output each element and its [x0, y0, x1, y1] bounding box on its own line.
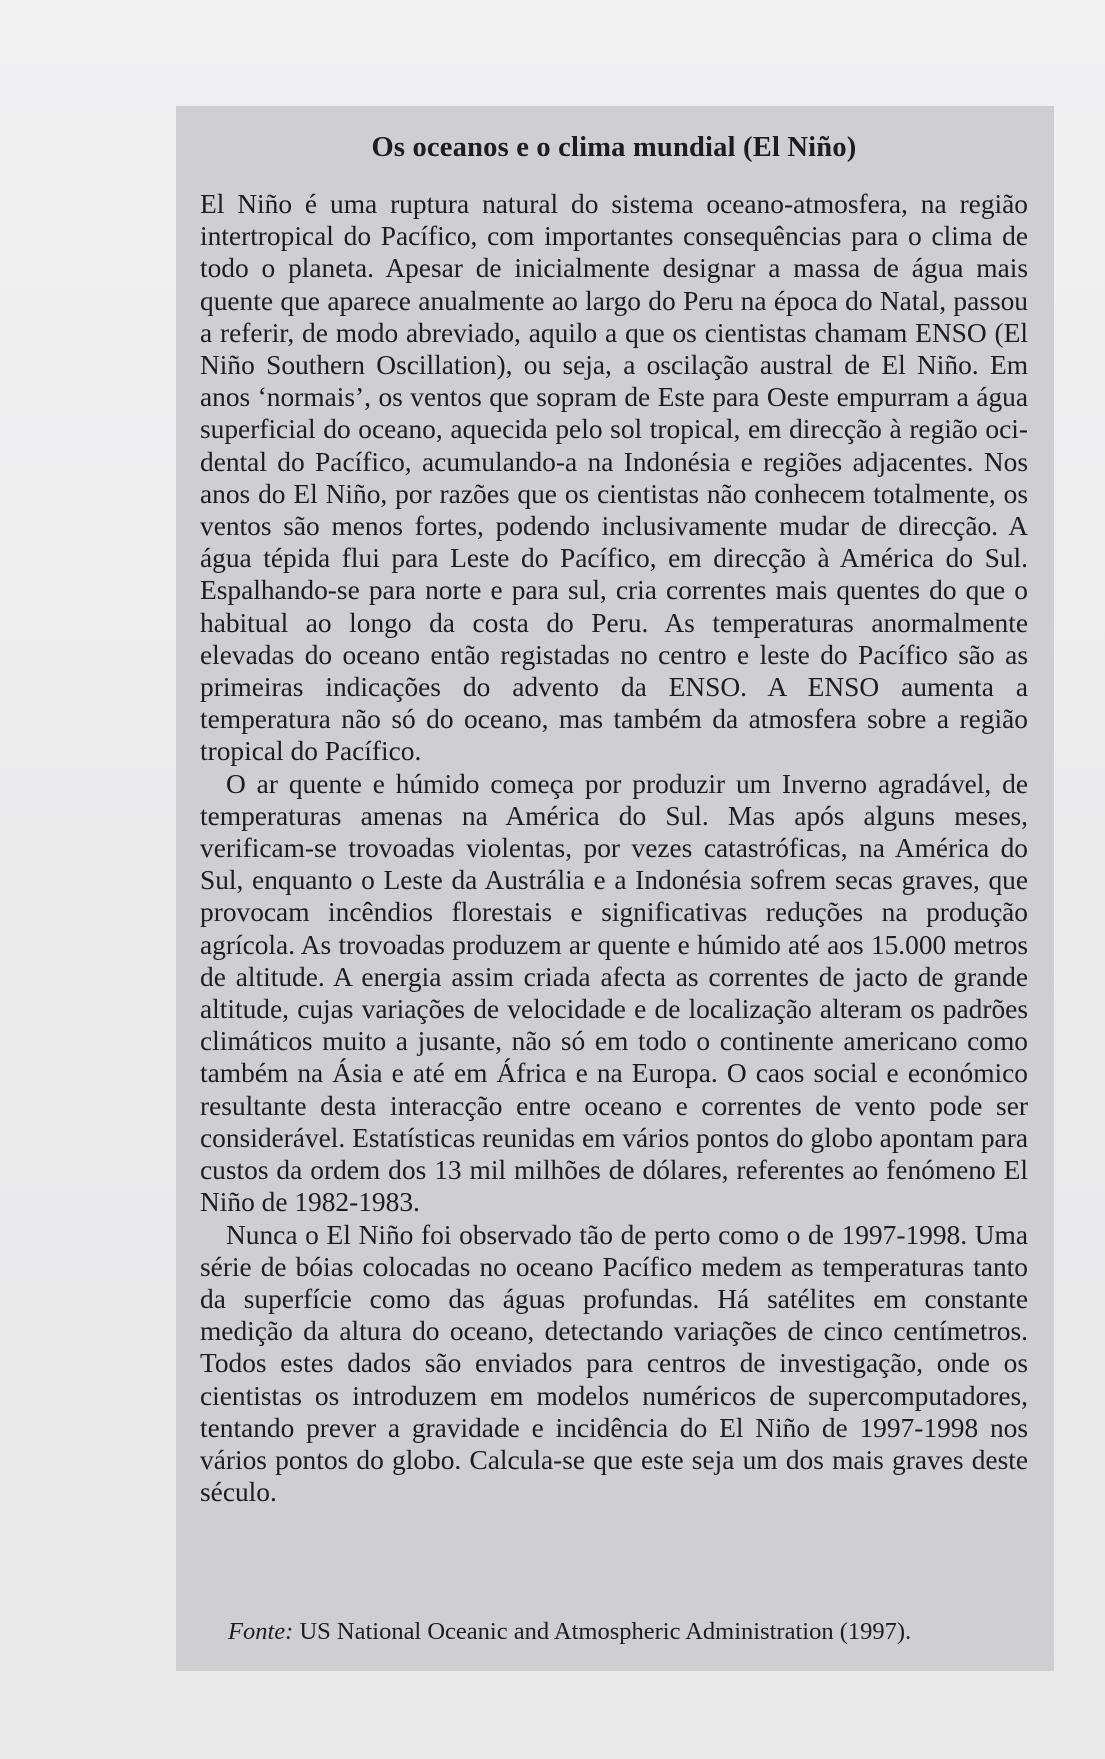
- paragraph-1: El Niño é uma ruptura natural do sistema oceano-atmosfera, na região intertropical do Pacífico, com importantes consequências para o clima de todo o planeta. Apesar de inicialmente designar a massa de água mais quente que aparece anualmente ao largo do Peru na época do Natal, passou a referir, de modo abreviado, aquilo a que os cientistas chamam ENSO (El Niño Southern Oscillation), ou seja, a oscilação austral de El Niño. Em anos ‘normais’, os ventos que sopram de Este para Oeste empurram a água superficial do oceano, aquecida pelo sol tropical, em direcção à região ocidental do Pacífico, acumulando-a na Indonésia e regiões adjacentes. Nos anos do El Niño, por razões que os cientistas não conhecem totalmente, os ventos são menos fortes, podendo inclusivamente mudar de direcção. A água tépida flui para Leste do Pacífico, em direcção à América do Sul. Espalhando-se para norte e para sul, cria correntes mais quentes do que o habitual ao longo da costa do Peru. As temperaturas anormalmente elevadas do oceano então registadas no centro e leste do Pacífico são as primeiras indicações do advento da ENSO. A ENSO aumenta a temperatura não só do oceano, mas também da atmosfera sobre a região tropical do Pacífico.: [200, 189, 1028, 767]
- source-label: Fonte:: [228, 1618, 294, 1645]
- paragraph-2: O ar quente e húmido começa por produzir um Inverno agradável, de temperaturas amenas na América do Sul. Mas após alguns meses, verificam-se trovoadas violentas, por vezes catastróficas, na América do Sul, enquanto o Leste da Austrália e a Indonésia sofrem secas graves, que provocam incêndios florestais e significativas reduções na produção agrícola. As trovoadas produzem ar quente e húmido até aos 15.000 metros de altitude. A energia assim criada afecta as correntes de jacto de grande altitude, cujas variações de velocidade e de localização alteram os padrões climáticos muito a jusante, não só em todo o continente americano como também na Ásia e até em África e na Europa. O caos social e económico resultante desta interacção entre oceano e correntes de vento pode ser considerável. Estatísticas reunidas em vários pontos do globo apontam para custos da ordem dos 13 mil milhões de dólares, referentes ao fenómeno El Niño de 1982-1983.: [200, 768, 1028, 1218]
- source-text: US National Oceanic and Atmospheric Administration (1997).: [293, 1618, 912, 1645]
- article-box: [176, 106, 1054, 1671]
- source-line: [228, 1617, 911, 1647]
- paragraph-3: Nunca o El Niño foi observado tão de perto como o de 1997-1998. Uma série de bóias colocadas no oceano Pacífico medem as temperaturas tanto da superfície como das águas profundas. Há satélites em constante medição da altura do oceano, detectando variações de cinco centímetros. Todos estes dados são enviados para centros de investigação, onde os cientistas os introduzem em modelos numéricos de supercomputadores, tentando prever a gravidade e incidência do El Niño de 1997-1998 nos vários pontos do globo. Calcula-se que este seja um dos mais graves deste século.: [200, 1219, 1028, 1508]
- article-title: Os oceanos e o clima mundial (El Niño): [371, 132, 857, 163]
